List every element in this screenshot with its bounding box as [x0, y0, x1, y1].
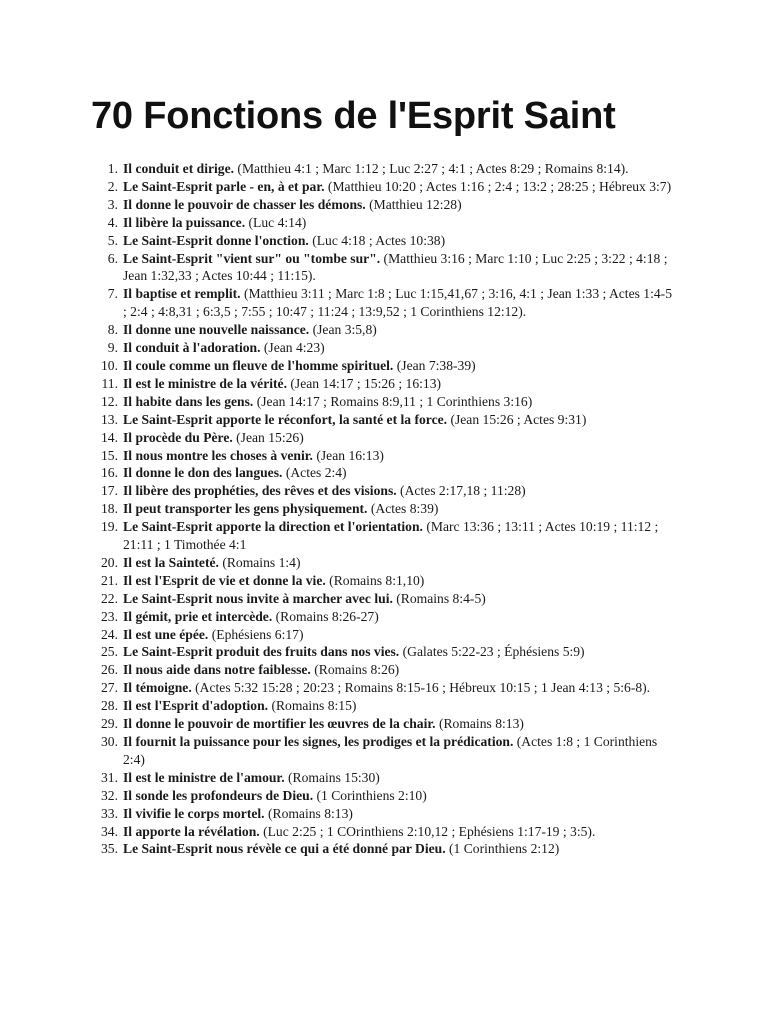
list-item	[0, 679, 678, 697]
scripture-references: (Matthieu 10:20 ; Actes 1:16 ; 2:4 ; 13:2 ; 28:25 ; Hébreux 3:7)	[327, 178, 672, 194]
scripture-references: (Jean 14:17 ; Romains 8:9,11 ; 1 Corinthiens 3:16)	[256, 393, 533, 409]
function-statement: Le Saint-Esprit produit des fruits dans nos vies.	[123, 644, 400, 660]
function-statement: Il est le ministre de la vérité.	[123, 375, 287, 391]
page-title: 70 Fonctions de l'Esprit Saint	[91, 95, 616, 137]
item-number: 15.	[101, 447, 118, 463]
list-item	[0, 572, 678, 590]
list-item	[0, 375, 678, 393]
scripture-references: (Matthieu 3:11 ; Marc 1:8 ; Luc 1:15,41,67 ; 3:16, 4:1 ; Jean 1:33 ; Actes 1:4-5 ; 2:4 ; 4:8,31 ; 6:3,5 ; 7:55 ; 10:47 ; 11:24 ; 13:9,52 ; 1 Corinthiens 12:12).	[123, 286, 672, 320]
functions-list	[0, 160, 768, 858]
scripture-references: (1 Corinthiens 2:12)	[449, 841, 560, 857]
item-number: 35.	[101, 841, 118, 857]
item-number: 17.	[101, 483, 118, 499]
scripture-references: (Actes 2:17,18 ; 11:28)	[400, 483, 526, 499]
function-statement: Il conduit à l'adoration.	[123, 340, 261, 356]
scripture-references: (Actes 1:8 ; 1 Corinthiens 2:4)	[123, 734, 658, 767]
list-item	[0, 196, 678, 214]
scripture-references: (Actes 5:32 15:28 ; 20:23 ; Romains 8:15-16 ; Hébreux 10:15 ; 1 Jean 4:13 ; 5:6-8).	[195, 680, 651, 696]
list-item	[0, 823, 678, 841]
scripture-references: (Actes 2:4)	[285, 465, 347, 481]
scripture-references: (Romains 8:26-27)	[275, 608, 379, 624]
item-number: 28.	[101, 698, 118, 714]
scripture-references: (Galates 5:22-23 ; Éphésiens 5:9)	[402, 644, 585, 660]
item-number: 33.	[101, 805, 118, 821]
scripture-references: (Romains 8:1,10)	[329, 572, 425, 588]
function-statement: Il donne le pouvoir de chasser les démons.	[123, 196, 366, 212]
function-statement: Il est l'Esprit de vie et donne la vie.	[123, 572, 326, 588]
list-item	[0, 787, 678, 805]
item-number: 24.	[101, 626, 118, 642]
list-item	[0, 447, 678, 465]
scripture-references: (Luc 2:25 ; 1 COrinthiens 2:10,12 ; Ephésiens 1:17-19 ; 3:5).	[263, 823, 596, 839]
scripture-references: (Ephésiens 6:17)	[211, 626, 304, 642]
function-statement: Le Saint-Esprit apporte le réconfort, la santé et la force.	[123, 411, 448, 427]
function-statement: Le Saint-Esprit nous invite à marcher avec lui.	[123, 590, 393, 606]
item-number: 5.	[107, 232, 118, 248]
list-item	[0, 160, 678, 178]
function-statement: Le Saint-Esprit "vient sur" ou "tombe sur".	[123, 250, 381, 266]
scripture-references: (Romains 8:13)	[267, 805, 353, 821]
item-number: 25.	[101, 644, 118, 660]
item-number: 20.	[101, 554, 118, 570]
list-item	[0, 715, 678, 733]
scripture-references: (Jean 16:13)	[316, 447, 384, 463]
function-statement: Il donne le pouvoir de mortifier les œuvres de la chair.	[123, 716, 436, 732]
list-item	[0, 554, 678, 572]
item-number: 21.	[101, 572, 118, 588]
list-item	[0, 250, 678, 286]
item-number: 12.	[101, 393, 118, 409]
item-number: 29.	[101, 716, 118, 732]
function-statement: Il est l'Esprit d'adoption.	[123, 698, 269, 714]
function-statement: Il apporte la révélation.	[123, 823, 260, 839]
function-statement: Il libère des prophéties, des rêves et des visions.	[123, 483, 397, 499]
list-item	[0, 733, 678, 769]
list-item	[0, 214, 678, 232]
scripture-references: (Jean 14:17 ; 15:26 ; 16:13)	[290, 375, 442, 391]
list-item	[0, 464, 678, 482]
function-statement: Le Saint-Esprit donne l'onction.	[123, 232, 309, 248]
list-item	[0, 357, 678, 375]
scripture-references: (Jean 15:26)	[236, 429, 304, 445]
scripture-references: (Jean 3:5,8)	[312, 322, 377, 338]
list-item	[0, 643, 678, 661]
list-item	[0, 482, 678, 500]
scripture-references: (Romains 8:15)	[271, 698, 357, 714]
list-item	[0, 411, 678, 429]
list-item	[0, 178, 678, 196]
list-item	[0, 840, 678, 858]
item-number: 30.	[101, 734, 118, 749]
list-item	[0, 285, 678, 321]
scripture-references: (Matthieu 3:16 ; Marc 1:10 ; Luc 2:25 ; 3:22 ; 4:18 ; Jean 1:32,33 ; Actes 10:44 ; 11:15).	[123, 250, 668, 284]
function-statement: Il donne le don des langues.	[123, 465, 283, 481]
scripture-references: (Romains 8:13)	[438, 716, 524, 732]
function-statement: Il peut transporter les gens physiquement.	[123, 501, 368, 517]
scripture-references: (Romains 15:30)	[288, 769, 380, 785]
function-statement: Il nous aide dans notre faiblesse.	[123, 662, 311, 678]
scripture-references: (Marc 13:36 ; 13:11 ; Actes 10:19 ; 11:12 ; 21:11 ; 1 Timothée 4:1	[123, 519, 659, 553]
list-item	[0, 697, 678, 715]
function-statement: Le Saint-Esprit nous révèle ce qui a été donné par Dieu.	[123, 841, 446, 857]
item-number: 26.	[101, 662, 118, 678]
list-item	[0, 429, 678, 447]
function-statement: Il vivifie le corps mortel.	[123, 805, 265, 821]
scripture-references: (Jean 15:26 ; Actes 9:31)	[450, 411, 587, 427]
item-number: 19.	[101, 519, 118, 535]
item-number: 16.	[101, 465, 118, 481]
list-item	[0, 769, 678, 787]
function-statement: Il coule comme un fleuve de l'homme spirituel.	[123, 357, 394, 373]
function-statement: Il est le ministre de l'amour.	[123, 769, 285, 785]
scripture-references: (Matthieu 12:28)	[369, 196, 462, 212]
function-statement: Il gémit, prie et intercède.	[123, 608, 273, 624]
item-number: 23.	[101, 608, 118, 624]
list-item	[0, 590, 678, 608]
scripture-references: (Actes 8:39)	[370, 501, 439, 517]
function-statement: Il donne une nouvelle naissance.	[123, 322, 310, 338]
item-number: 11.	[101, 375, 118, 391]
function-statement: Il est la Sainteté.	[123, 554, 219, 570]
item-number: 4.	[107, 214, 118, 230]
list-item	[0, 321, 678, 339]
list-item	[0, 608, 678, 626]
item-number: 10.	[101, 357, 118, 373]
function-statement: Il libère la puissance.	[123, 214, 246, 230]
item-number: 14.	[101, 429, 118, 445]
list-item	[0, 805, 678, 823]
scripture-references: (Luc 4:18 ; Actes 10:38)	[312, 232, 446, 248]
item-number: 9.	[107, 340, 118, 356]
list-item	[0, 626, 678, 644]
item-number: 34.	[101, 823, 118, 839]
function-statement: Le Saint-Esprit apporte la direction et l'orientation.	[123, 519, 423, 535]
scripture-references: (Romains 8:4-5)	[396, 590, 486, 606]
scripture-references: (Romains 8:26)	[314, 662, 400, 678]
item-number: 2.	[107, 178, 118, 194]
function-statement: Il habite dans les gens.	[123, 393, 254, 409]
list-item	[0, 232, 678, 250]
function-statement: Il sonde les profondeurs de Dieu.	[123, 787, 314, 803]
item-number: 7.	[107, 286, 118, 302]
item-number: 18.	[101, 501, 118, 517]
item-number: 27.	[101, 680, 118, 696]
function-statement: Il baptise et remplit.	[123, 286, 241, 302]
list-item	[0, 661, 678, 679]
function-statement: Il nous montre les choses à venir.	[123, 447, 313, 463]
item-number: 1.	[107, 161, 118, 176]
scripture-references: (Jean 4:23)	[263, 340, 325, 356]
item-number: 31.	[101, 769, 118, 785]
list-item	[0, 339, 678, 357]
scripture-references: (Jean 7:38-39)	[396, 357, 476, 373]
item-number: 13.	[101, 411, 118, 427]
list-item	[0, 518, 678, 554]
function-statement: Il témoigne.	[123, 680, 192, 696]
scripture-references: (Romains 1:4)	[222, 554, 301, 570]
scripture-references: (1 Corinthiens 2:10)	[316, 787, 427, 803]
list-item	[0, 393, 678, 411]
item-number: 22.	[101, 590, 118, 606]
item-number: 3.	[107, 196, 118, 212]
item-number: 8.	[107, 322, 118, 338]
item-number: 32.	[101, 787, 118, 803]
item-number: 6.	[107, 250, 118, 266]
scripture-references: (Luc 4:14)	[248, 214, 307, 230]
function-statement: Il est une épée.	[123, 626, 209, 642]
list-item	[0, 500, 678, 518]
function-statement: Le Saint-Esprit parle - en, à et par.	[123, 178, 325, 194]
function-statement: Il conduit et dirige.	[123, 161, 235, 176]
function-statement: Il procède du Père.	[123, 429, 233, 445]
function-statement: Il fournit la puissance pour les signes, les prodiges et la prédication.	[123, 734, 514, 749]
scripture-references: (Matthieu 4:1 ; Marc 1:12 ; Luc 2:27 ; 4:1 ; Actes 8:29 ; Romains 8:14).	[237, 161, 629, 176]
